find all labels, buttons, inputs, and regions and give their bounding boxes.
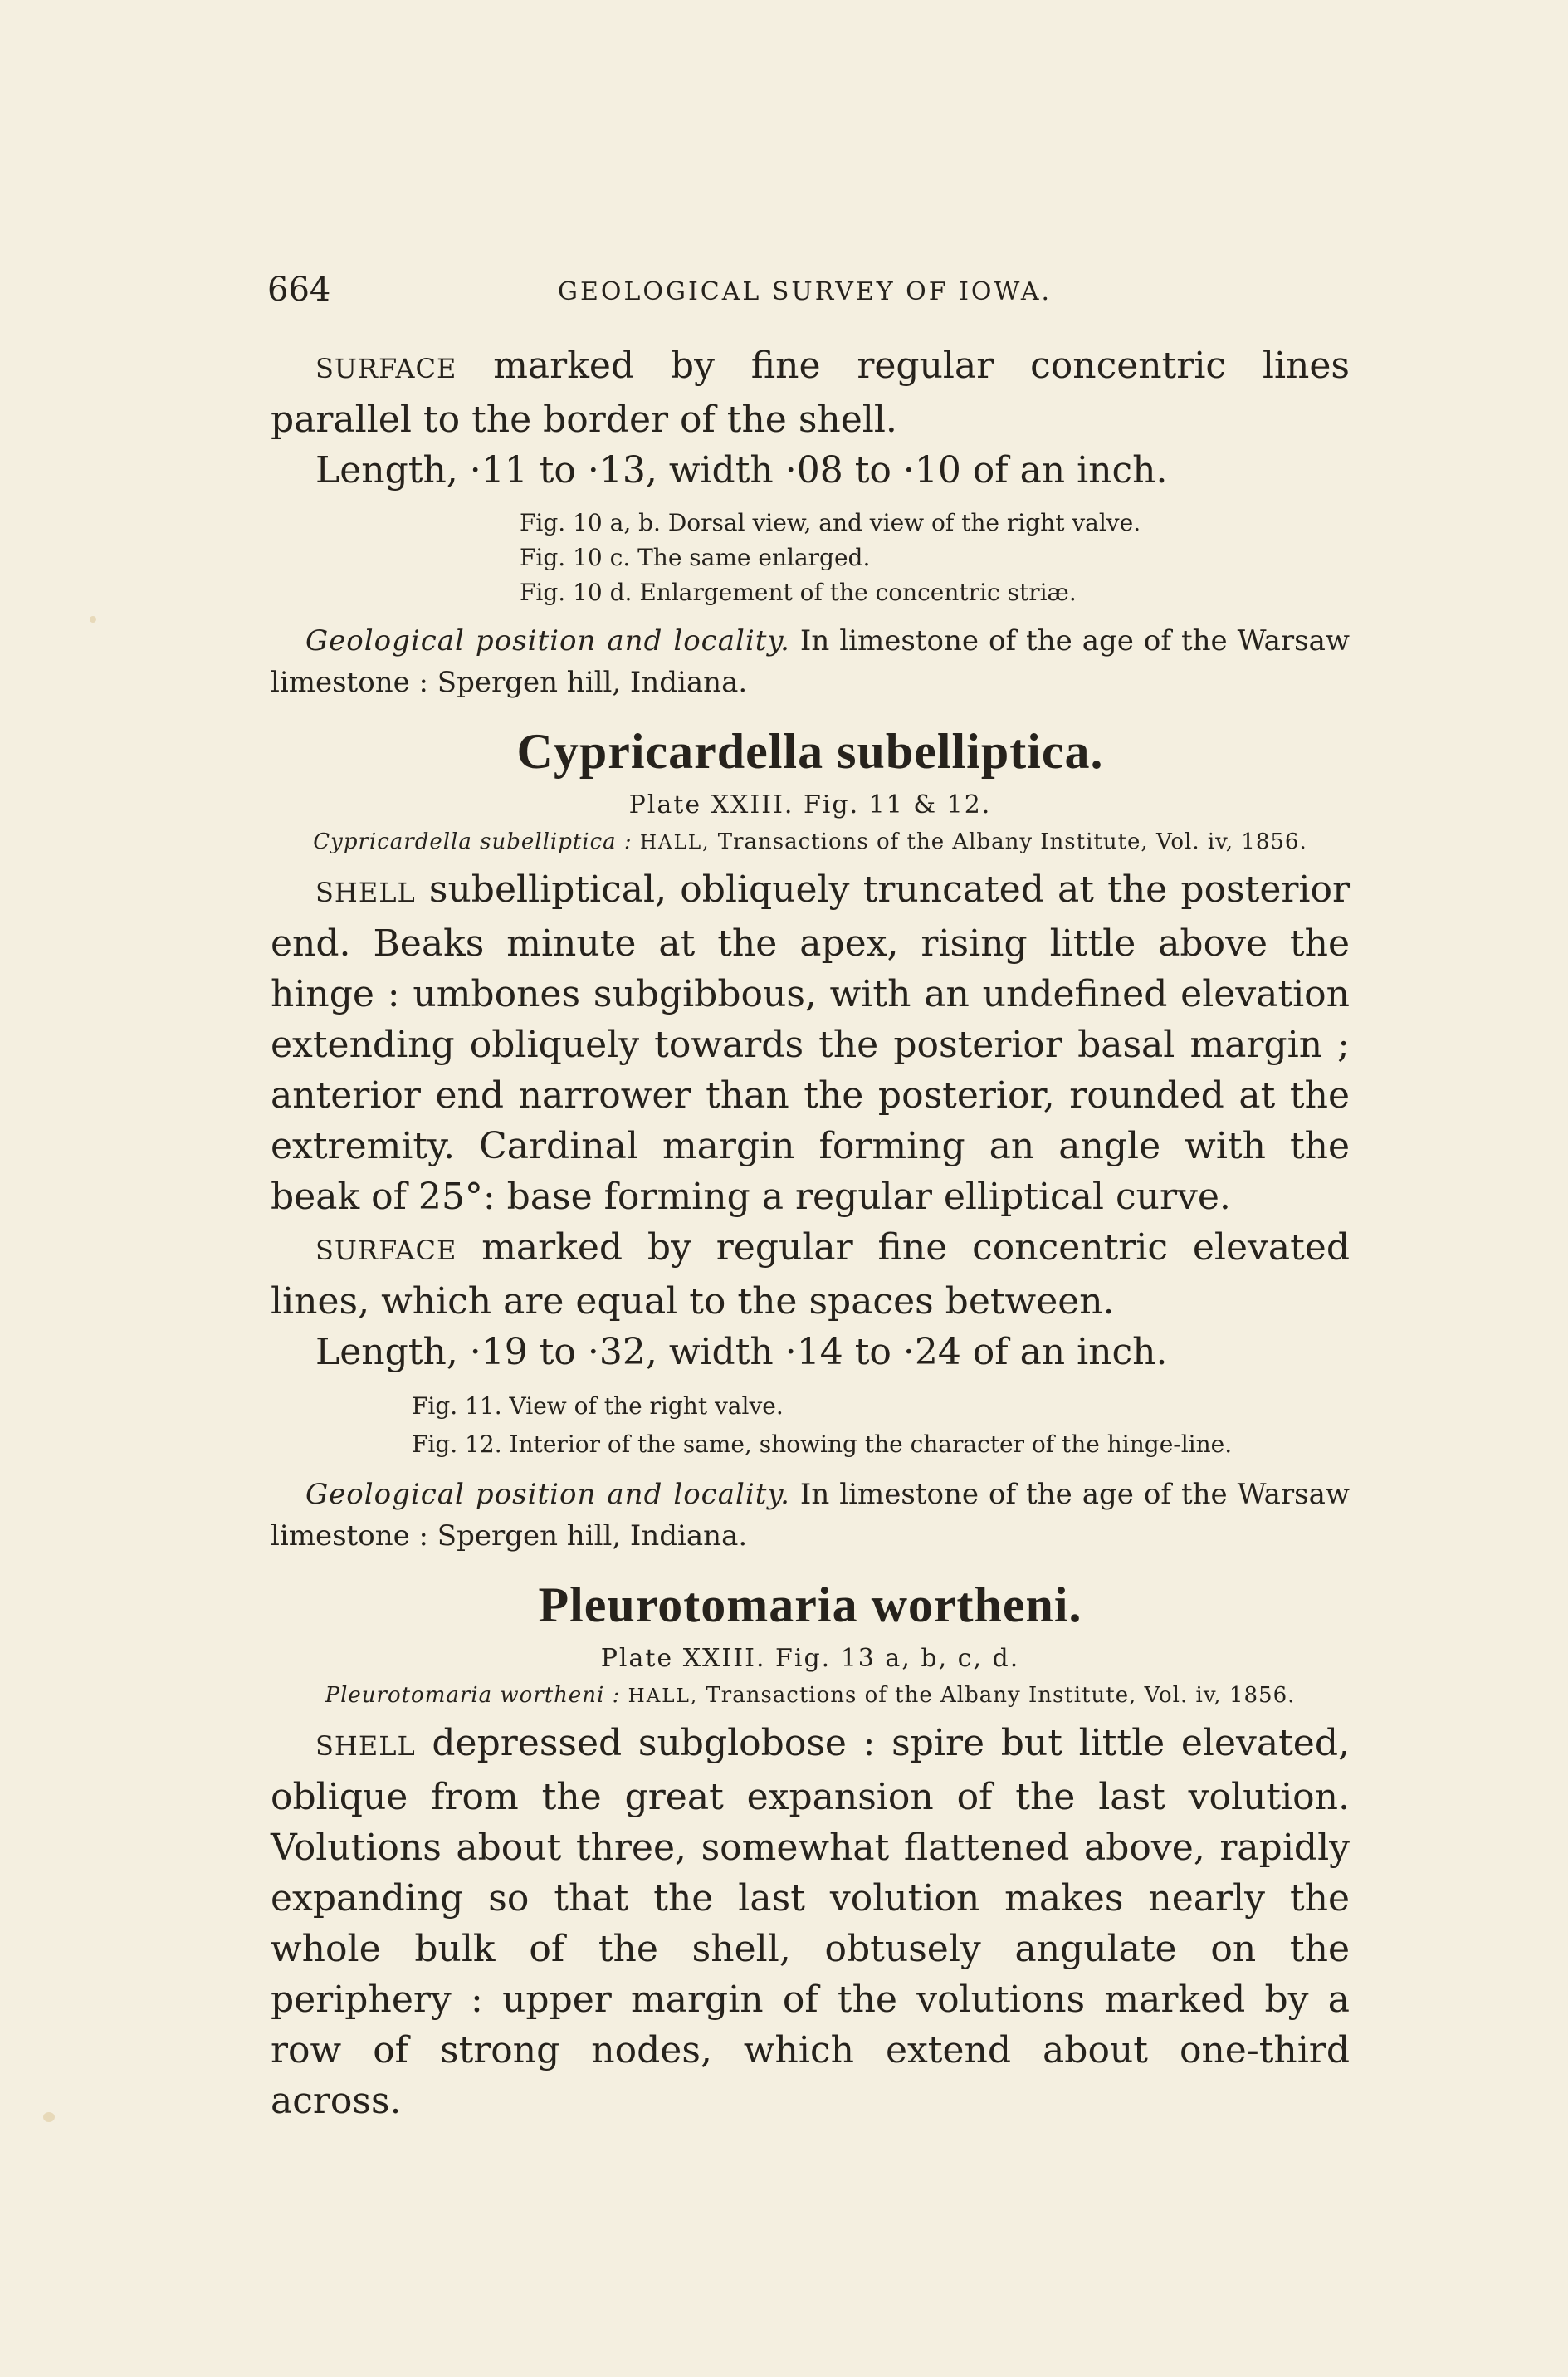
plate-reference: Plate XXIII. Fig. 13 a, b, c, d. — [600, 1644, 1020, 1673]
species-title: Pleurotomaria wortheni. — [538, 1577, 1082, 1632]
shell-lead: SHELL — [315, 877, 416, 908]
shell-description: SHELL subelliptical, obliquely truncated at the posterior end. Beaks minute at the apex, rising little above the hinge : umbones subgibbous, with an undefined elevation extending obliquely towards the posterior basal margin ; anterior end narrower than the posterior, rounded at the extremity. Cardinal margin forming an angle with the beak of 25°: base forming a regular elliptical curve. — [271, 868, 1350, 1218]
citation: Pleurotomaria wortheni : HALL, Transactions of the Albany Institute, Vol. iv, 1856. — [325, 1683, 1296, 1708]
page-body — [271, 340, 1350, 2126]
shell-description: SHELL depressed subglobose : spire but little elevated, oblique from the great expansion of the last volution. Volutions about three, somewhat flattened above, rapidly expanding so that the last volution makes nearly the whole bulk of the shell, obtusely angulate on the periphery : upper margin of the volutions marked by a row of strong nodes, which extend about one-third across. — [271, 1722, 1350, 2122]
citation-author: HALL, — [639, 832, 711, 853]
surface-lead: SURFACE — [315, 1235, 457, 1266]
citation-name: Cypricardella subelliptica : — [313, 829, 633, 854]
dimensions-text: Length, ·19 to ·32, width ·14 to ·24 of an inch. — [315, 1331, 1168, 1373]
geological-locality: Geological position and locality. In limestone of the age of the Warsaw limestone : Spergen hill, Indiana. — [271, 624, 1350, 699]
plate-reference: Plate XXIII. Fig. 11 & 12. — [628, 790, 992, 819]
citation-name: Pleurotomaria wortheni : — [325, 1683, 621, 1708]
species-title: Cypricardella subelliptica. — [516, 724, 1104, 779]
figure-note: Fig. 10 c. The same enlarged. — [520, 544, 871, 571]
figure-note: Fig. 10 a, b. Dorsal view, and view of the right valve. — [520, 509, 1141, 536]
citation-author: HALL, — [628, 1685, 699, 1707]
figure-note: Fig. 10 d. Enlargement of the concentric striæ. — [520, 579, 1077, 606]
figure-note: Fig. 12. Interior of the same, showing the character of the hinge-line. — [412, 1431, 1233, 1458]
shell-lead: SHELL — [315, 1730, 416, 1762]
geo-label: Geological position and locality. — [305, 1478, 790, 1511]
surface-lead: SURFACE — [315, 353, 457, 384]
page-header — [267, 271, 1346, 312]
geological-locality: Geological position and locality. In limestone of the age of the Warsaw limestone : Spergen hill, Indiana. — [271, 1478, 1350, 1553]
geo-label: Geological position and locality. — [305, 624, 790, 658]
surface-paragraph: SURFACE marked by fine regular concentric lines parallel to the border of the shell. — [271, 345, 1350, 441]
citation: Cypricardella subelliptica : HALL, Transactions of the Albany Institute, Vol. iv, 1856. — [313, 829, 1307, 854]
running-head: GEOLOGICAL SURVEY OF IOWA. — [558, 277, 1053, 306]
dimensions-text: Length, ·11 to ·13, width ·08 to ·10 of an inch. — [315, 449, 1168, 492]
page-number: 664 — [267, 271, 331, 309]
surface-paragraph: SURFACE marked by regular fine concentric elevated lines, which are equal to the spaces between. — [271, 1226, 1350, 1323]
figure-note: Fig. 11. View of the right valve. — [412, 1392, 784, 1420]
